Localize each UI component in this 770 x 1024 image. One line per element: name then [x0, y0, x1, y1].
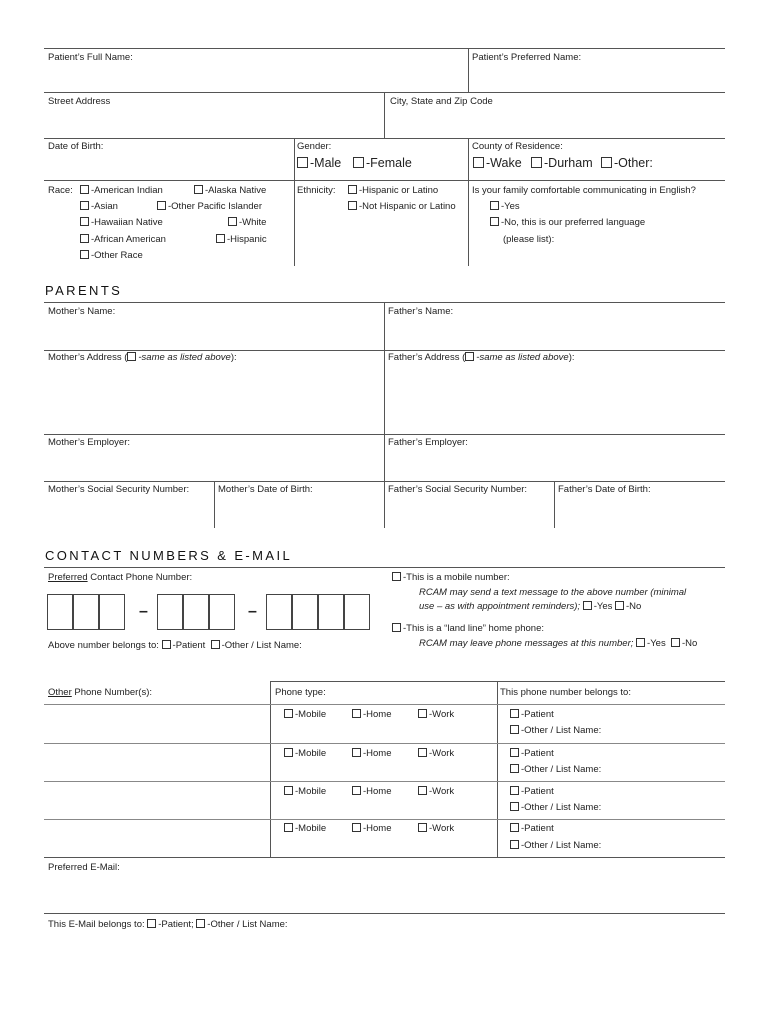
city-label: City, State and Zip Code [390, 96, 493, 107]
checkbox[interactable] [196, 919, 205, 928]
english-question: Is your family comfortable communicating in English? [472, 185, 696, 196]
rule [44, 704, 725, 705]
rule [44, 913, 725, 914]
gender-male-option[interactable]: -Male [297, 157, 341, 169]
checkbox[interactable] [510, 802, 519, 811]
checkbox[interactable] [671, 638, 680, 647]
ethnicity-not-hispanic[interactable]: -Not Hispanic or Latino [348, 201, 456, 213]
mother-name-field[interactable] [44, 318, 382, 348]
preferred-phone-label: Preferred Contact Phone Number: [48, 572, 193, 583]
phone-digit-box[interactable] [99, 594, 125, 630]
contact-heading: CONTACT NUMBERS & E-MAIL [45, 548, 293, 563]
english-yes[interactable]: -Yes [490, 201, 520, 213]
type-mobile-option[interactable]: -Mobile [284, 709, 326, 721]
phone-digit-box[interactable] [157, 594, 183, 630]
city-field[interactable] [386, 108, 724, 136]
county-other-option[interactable]: -Other: [601, 157, 653, 169]
rcam-text-note-2: use – as with appointment reminders); -Yes -No [419, 601, 642, 612]
street-label: Street Address [48, 96, 111, 107]
email-belongs-label: This E-Mail belongs to: -Patient; -Other / List Name: [48, 919, 288, 930]
phone-digit-box[interactable] [318, 594, 344, 630]
race-asian[interactable]: -Asian [80, 201, 118, 213]
divider [270, 681, 271, 857]
checkbox[interactable] [284, 786, 293, 795]
belongs-patient-option[interactable]: -Patient [510, 823, 554, 835]
checkbox[interactable] [147, 919, 156, 928]
race-hawaiian[interactable]: -Hawaiian Native [80, 217, 163, 229]
gender-female-option[interactable]: -Female [353, 157, 412, 169]
phone-belongs-label: Above number belongs to: -Patient -Other / List Name: [48, 640, 302, 651]
checkbox[interactable] [284, 709, 293, 718]
type-home-option[interactable]: -Home [352, 748, 392, 760]
checkbox[interactable] [510, 764, 519, 773]
checkbox-same-address[interactable] [127, 352, 136, 361]
checkbox[interactable] [352, 823, 361, 832]
checkbox[interactable] [352, 748, 361, 757]
father-address-field[interactable] [386, 366, 724, 432]
checkbox[interactable] [510, 786, 519, 795]
divider [468, 138, 469, 266]
father-employer-label: Father’s Employer: [388, 437, 468, 448]
phone-digit-box[interactable] [266, 594, 292, 630]
race-african-american[interactable]: -African American [80, 234, 166, 246]
father-ssn-label: Father’s Social Security Number: [388, 484, 528, 495]
checkbox[interactable] [392, 623, 401, 632]
checkbox[interactable] [284, 823, 293, 832]
mother-ssn-label: Mother’s Social Security Number: [48, 484, 190, 495]
phone-digit-box[interactable] [73, 594, 99, 630]
checkbox[interactable] [418, 748, 427, 757]
belongs-patient-option[interactable]: -Patient [510, 786, 554, 798]
checkbox[interactable] [418, 823, 427, 832]
dob-field[interactable] [44, 154, 292, 180]
divider [384, 302, 385, 528]
race-hispanic[interactable]: -Hispanic [216, 234, 267, 246]
phone-digit-box[interactable] [183, 594, 209, 630]
checkbox[interactable] [157, 201, 166, 210]
divider [468, 48, 469, 92]
checkbox[interactable] [80, 234, 89, 243]
belongs-other-option[interactable]: -Other / List Name: [510, 840, 601, 852]
father-name-field[interactable] [386, 318, 724, 348]
rule [44, 819, 725, 820]
type-work-option[interactable]: -Work [418, 709, 454, 721]
other-phone-field[interactable] [44, 783, 268, 817]
type-mobile-option[interactable]: -Mobile [284, 748, 326, 760]
checkbox[interactable] [473, 157, 484, 168]
type-home-option[interactable]: -Home [352, 823, 392, 835]
father-address-label: Father’s Address ( -same as listed above): [388, 352, 575, 363]
phone-digit-box[interactable] [47, 594, 73, 630]
checkbox[interactable] [352, 786, 361, 795]
checkbox[interactable] [297, 157, 308, 168]
divider [214, 481, 215, 528]
full-name-field[interactable] [44, 64, 466, 90]
belongs-other-option[interactable]: -Other / List Name: [510, 725, 601, 737]
email-field[interactable] [44, 876, 724, 910]
belongs-patient-option[interactable]: -Patient [510, 709, 554, 721]
rcam-text-note-1: RCAM may send a text message to the above number (minimal [419, 587, 687, 598]
dob-label: Date of Birth: [48, 141, 104, 152]
mother-dob-label: Mother’s Date of Birth: [218, 484, 313, 495]
rule [44, 567, 725, 568]
checkbox[interactable] [352, 709, 361, 718]
county-wake-option[interactable]: -Wake [473, 157, 522, 169]
landline-option[interactable]: -This is a “land line” home phone: [392, 623, 544, 635]
divider [554, 481, 555, 528]
checkbox-same-address[interactable] [465, 352, 474, 361]
gender-label: Gender: [297, 141, 332, 152]
type-work-option[interactable]: -Work [418, 786, 454, 798]
race-label: Race: [48, 185, 73, 196]
phone-belongs-to-label: This phone number belongs to: [500, 687, 631, 698]
divider [384, 92, 385, 138]
full-name-label: Patient’s Full Name: [48, 52, 133, 63]
checkbox[interactable] [284, 748, 293, 757]
rule [44, 180, 725, 181]
checkbox[interactable] [510, 709, 519, 718]
mother-address-label: Mother’s Address ( -same as listed above): [48, 352, 237, 363]
type-home-option[interactable]: -Home [352, 786, 392, 798]
checkbox[interactable] [510, 748, 519, 757]
checkbox[interactable] [636, 638, 645, 647]
county-label: County of Residence: [472, 141, 563, 152]
county-durham-option[interactable]: -Durham [531, 157, 593, 169]
type-mobile-option[interactable]: -Mobile [284, 823, 326, 835]
race-alaska-native[interactable]: -Alaska Native [194, 185, 266, 197]
preferred-name-field[interactable] [470, 64, 724, 90]
type-mobile-option[interactable]: -Mobile [284, 786, 326, 798]
father-name-label: Father’s Name: [388, 306, 454, 317]
checkbox[interactable] [194, 185, 203, 194]
checkbox[interactable] [490, 217, 499, 226]
email-label: Preferred E-Mail: [48, 862, 120, 873]
type-work-option[interactable]: -Work [418, 748, 454, 760]
phone-type-label: Phone type: [275, 687, 326, 698]
checkbox[interactable] [418, 709, 427, 718]
rcam-message-note: RCAM may leave phone messages at this number; -Yes -No [419, 638, 698, 649]
checkbox[interactable] [80, 201, 89, 210]
checkbox[interactable] [510, 823, 519, 832]
type-work-option[interactable]: -Work [418, 823, 454, 835]
mobile-number-option[interactable]: -This is a mobile number: [392, 572, 510, 584]
checkbox[interactable] [601, 157, 612, 168]
phone-dash: – [248, 603, 257, 620]
checkbox[interactable] [418, 786, 427, 795]
checkbox[interactable] [531, 157, 542, 168]
checkbox[interactable] [162, 640, 171, 649]
type-home-option[interactable]: -Home [352, 709, 392, 721]
street-field[interactable] [44, 108, 382, 136]
divider [497, 681, 498, 857]
english-no[interactable]: -No, this is our preferred language [490, 217, 645, 229]
checkbox[interactable] [615, 601, 624, 610]
mother-employer-field[interactable] [44, 450, 382, 478]
phone-dash: – [139, 603, 148, 620]
belongs-other-option[interactable]: -Other / List Name: [510, 802, 601, 814]
father-dob-label: Father’s Date of Birth: [558, 484, 651, 495]
other-phone-field[interactable] [44, 821, 268, 855]
checkbox[interactable] [228, 217, 237, 226]
rule [44, 781, 725, 782]
divider [294, 138, 295, 266]
checkbox[interactable] [353, 157, 364, 168]
top-rule [44, 48, 725, 49]
father-employer-field[interactable] [386, 450, 724, 478]
checkbox[interactable] [348, 201, 357, 210]
english-list-label: (please list): [503, 234, 555, 245]
phone-digit-box[interactable] [292, 594, 318, 630]
ethnicity-label: Ethnicity: [297, 185, 336, 196]
checkbox[interactable] [80, 250, 89, 259]
parents-heading: PARENTS [45, 283, 123, 298]
other-phone-field[interactable] [44, 706, 268, 742]
race-other[interactable]: -Other Race [80, 250, 143, 262]
mother-address-field[interactable] [44, 366, 382, 432]
belongs-patient-option[interactable]: -Patient [510, 748, 554, 760]
race-white[interactable]: -White [228, 217, 266, 229]
other-phone-field[interactable] [44, 745, 268, 779]
ethnicity-hispanic[interactable]: -Hispanic or Latino [348, 185, 438, 197]
race-other-pacific[interactable]: -Other Pacific Islander [157, 201, 262, 213]
checkbox[interactable] [510, 725, 519, 734]
preferred-name-label: Patient’s Preferred Name: [472, 52, 582, 63]
checkbox[interactable] [392, 572, 401, 581]
checkbox[interactable] [216, 234, 225, 243]
checkbox[interactable] [510, 840, 519, 849]
checkbox[interactable] [490, 201, 499, 210]
rule [44, 350, 725, 351]
checkbox[interactable] [348, 185, 357, 194]
race-american-indian[interactable]: -American Indian [80, 185, 163, 197]
rule [44, 743, 725, 744]
other-phone-label: Other Phone Number(s): [48, 687, 153, 698]
mother-name-label: Mother’s Name: [48, 306, 116, 317]
checkbox[interactable] [80, 185, 89, 194]
checkbox[interactable] [583, 601, 592, 610]
mother-employer-label: Mother’s Employer: [48, 437, 131, 448]
rule [44, 138, 725, 139]
rule [44, 481, 725, 482]
belongs-other-option[interactable]: -Other / List Name: [510, 764, 601, 776]
checkbox[interactable] [80, 217, 89, 226]
rule [44, 434, 725, 435]
rule [44, 857, 725, 858]
phone-digit-box[interactable] [209, 594, 235, 630]
phone-digit-box[interactable] [344, 594, 370, 630]
checkbox[interactable] [211, 640, 220, 649]
